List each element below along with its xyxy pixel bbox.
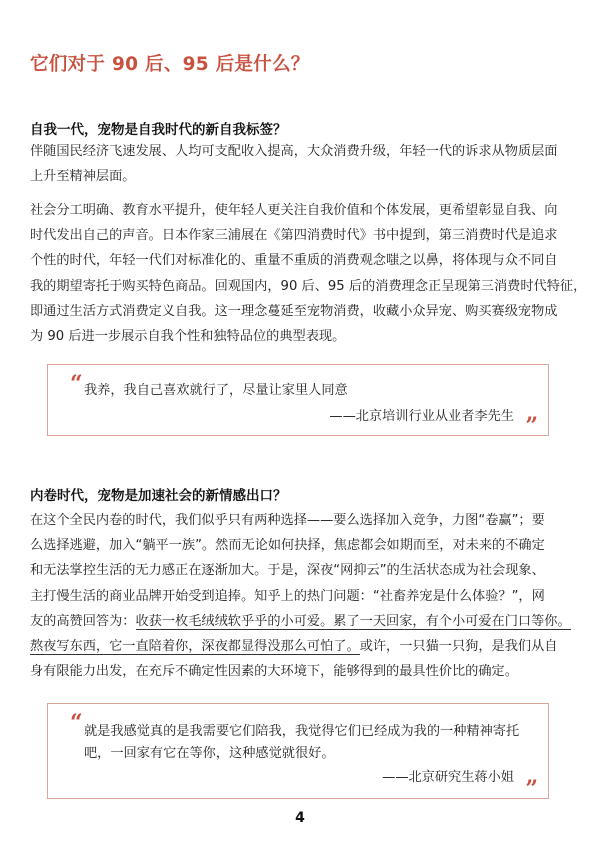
quote-attribution: ——北京研究生蒋小姐 xyxy=(382,770,514,785)
quote-box-1 xyxy=(47,364,549,439)
paragraph-line xyxy=(30,634,578,659)
underlined-quote: 收获一枚毛绒绒软乎乎的小可爱。累了一天回家，有个小可爱在门口等你。 xyxy=(135,613,571,629)
close-quote-mark: ” xyxy=(525,776,538,802)
quote-text-line-2: 吧，一回家有它在等你，这种感觉就很好。 xyxy=(84,746,335,761)
paragraph-line: 在这个全民内卷的时代，我们似乎只有两种选择——要么选择加入竞争，力图“卷赢”；要 xyxy=(30,513,545,528)
paragraph-line: 社会分工明确、教育水平提升，使年轻人更关注自我价值和个体发展，更希望彰显自我、向 xyxy=(30,203,558,218)
section1-paragraph-2 xyxy=(30,198,587,349)
paragraph-line: 身有限能力出发，在充斥不确定性因素的大环境下，能够得到的最具性价比的确定。 xyxy=(30,664,518,680)
paragraph-line: 我的期望寄托于购买特色商品。回观国内，90 后、95 后的消费理念正呈现第三消费时代特征， xyxy=(30,278,587,294)
paragraph-line: 主打慢生活的商业品牌开始受到追捧。知乎上的热门问题：“社畜养宠是什么体验？”，网 xyxy=(30,588,545,604)
underlined-quote: 熬夜写东西，它一直陪着你，深夜都显得没那么可怕了。 xyxy=(30,639,360,655)
line-text: 或许，一只猫一只狗，是我们从自 xyxy=(359,639,558,655)
open-quote-mark: “ xyxy=(70,710,83,736)
section1-heading: 自我一代，宠物是自我时代的新自我标签？ xyxy=(30,122,287,138)
quote-attribution: ——北京培训行业从业者李先生 xyxy=(329,409,514,424)
page-title: 它们对于 90 后、95 后是什么？ xyxy=(30,54,310,75)
paragraph-line: 伴随国民经济飞速发展、人均可支配收入提高，大众消费升级，年轻一代的诉求从物质层面 xyxy=(30,144,558,159)
open-quote-mark: “ xyxy=(70,371,83,397)
paragraph-line: 即通过生活方式消费定义自我。这一理念蔓延至宠物消费，收藏小众异宠、购买赛级宠物成 xyxy=(30,303,558,319)
section2-paragraph xyxy=(30,508,578,684)
paragraph-line: 上升至精神层面。 xyxy=(30,169,136,185)
line-text: 友的高赞回答为： xyxy=(30,613,136,629)
section1-paragraph-1 xyxy=(30,139,578,189)
section2-heading: 内卷时代，宠物是加速社会的新情感出口？ xyxy=(30,488,287,504)
page-number: 4 xyxy=(295,810,305,826)
quote-text: 我养，我自己喜欢就行了，尽量让家里人同意 xyxy=(84,383,348,398)
paragraph-line xyxy=(30,609,578,634)
close-quote-mark: ” xyxy=(525,413,538,439)
paragraph-line: 个性的时代，年轻一代们对标准化的、重量不重质的消费观念嗤之以鼻，将体现与众不同自 xyxy=(30,253,558,269)
paragraph-line: 么选择逃避，加入“躺平一族”。然而无论如何抉择，焦虑都会如期而至，对未来的不确定 xyxy=(30,538,545,554)
paragraph-line: 为 90 后进一步展示自我个性和独特品位的典型表现。 xyxy=(30,329,346,345)
paragraph-line: 时代发出自己的声音。日本作家三浦展在《第四消费时代》书中提到，第三消费时代是追求 xyxy=(30,228,558,244)
quote-text-line-1: 就是我感觉真的是我需要它们陪我，我觉得它们已经成为我的一种精神寄托 xyxy=(84,724,520,739)
paragraph-line: 和无法掌控生活的无力感正在逐渐加大。于是，深夜“网抑云”的生活状态成为社会现象、 xyxy=(30,563,545,579)
quote-box-2 xyxy=(47,703,549,802)
